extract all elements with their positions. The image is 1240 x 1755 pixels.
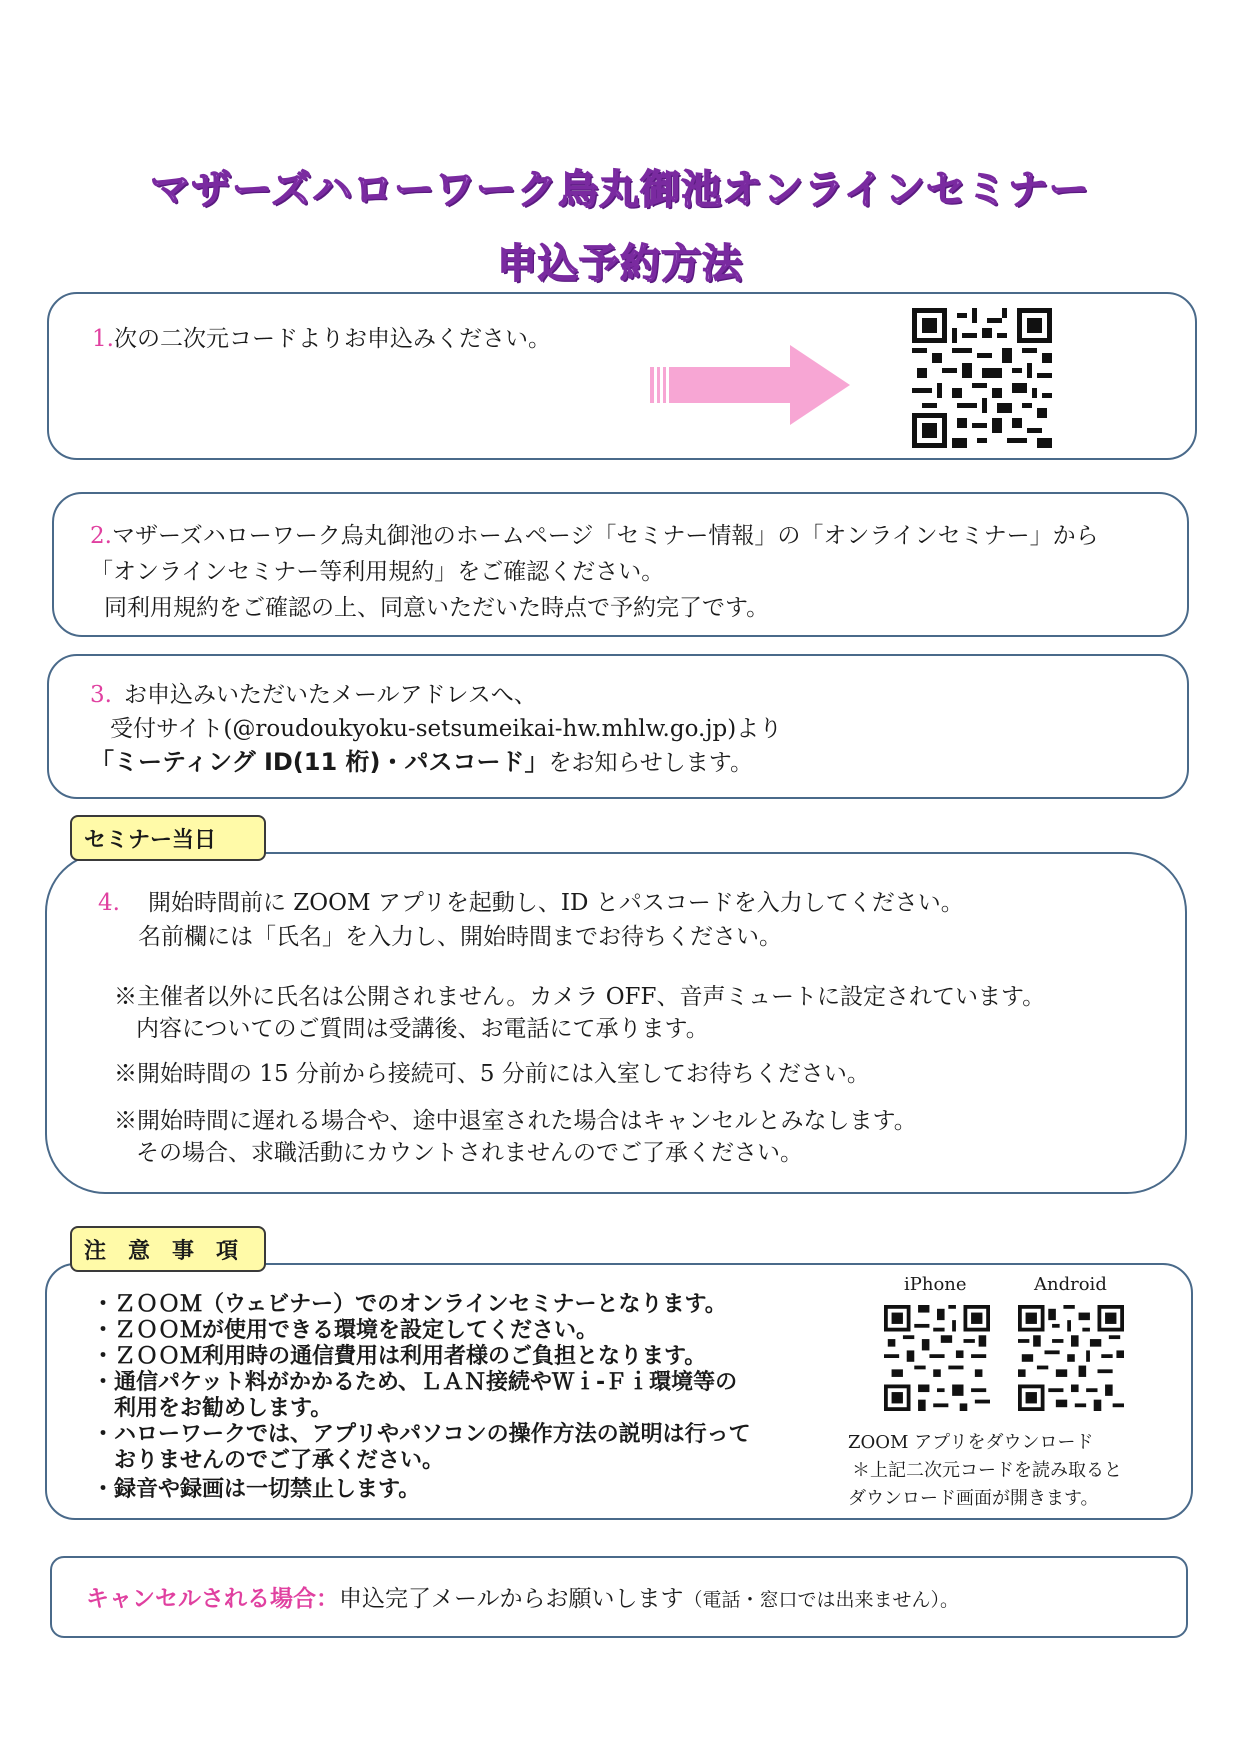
- step3-line1: 3. お申込みいただいたメールアドレスへ、: [90, 682, 537, 708]
- note-item-2: ・ＺＯＯＭが使用できる環境を設定してください。: [92, 1318, 599, 1343]
- qr-code-android[interactable]: [1018, 1305, 1124, 1411]
- note-item-1: ・ＺＯＯＭ（ウェビナー）でのオンラインセミナーとなります。: [92, 1292, 727, 1317]
- notes-tag: 注 意 事 項: [70, 1226, 266, 1272]
- zoom-download-line2: ＊上記二次元コードを読み取ると: [852, 1460, 1122, 1481]
- note-item-4: ・通信パケット料がかかるため、ＬＡＮ接続やＷｉ-Ｆｉ環境等の: [92, 1370, 738, 1395]
- step4-number: 4.: [98, 890, 120, 916]
- note-item-5: 利用をお勧めします。: [92, 1396, 333, 1421]
- seminar-note3a: ※開始時間に遅れる場合や、途中退室された場合はキャンセルとみなします。: [114, 1108, 917, 1134]
- seminar-note1a: ※主催者以外に氏名は公開されません。カメラ OFF、音声ミュートに設定されています。: [114, 984, 1046, 1010]
- step2-number: 2.: [90, 523, 112, 549]
- step1-text: 1.次の二次元コードよりお申込みください。: [92, 326, 551, 352]
- zoom-download-line3: ダウンロード画面が開きます。: [848, 1488, 1099, 1509]
- step2-line3: 同利用規約をご確認の上、同意いただいた時点で予約完了です。: [104, 595, 770, 621]
- seminar-step4-line2: 名前欄には「氏名」を入力し、開始時間までお待ちください。: [138, 924, 782, 950]
- step1-number: 1.: [92, 326, 114, 352]
- seminar-note2: ※開始時間の 15 分前から接続可、5 分前には入室してお待ちください。: [114, 1061, 870, 1087]
- note-item-6: ・ハローワークでは、アプリやパソコンの操作方法の説明は行って: [92, 1422, 751, 1447]
- meeting-id-passcode: 「ミーティング ID(11 桁)・パスコード」: [90, 748, 549, 776]
- android-label: Android: [1034, 1274, 1107, 1295]
- zoom-download-line1: ZOOM アプリをダウンロード: [848, 1432, 1094, 1453]
- note-item-8: ・録音や録画は一切禁止します。: [92, 1477, 421, 1502]
- iphone-label: iPhone: [904, 1274, 967, 1295]
- seminar-day-tag: セミナー当日: [70, 815, 266, 861]
- qr-code-iphone[interactable]: [884, 1305, 990, 1411]
- step2-line2: 「オンラインセミナー等利用規約」をご確認ください。: [90, 559, 665, 585]
- step3-number: 3.: [90, 682, 112, 708]
- page-subtitle: 申込予約方法: [497, 241, 743, 287]
- note-item-3: ・ＺＯＯＭ利用時の通信費用は利用者様のご負担となります。: [92, 1344, 707, 1369]
- seminar-note1b: 内容についてのご質問は受講後、お電話にて承ります。: [136, 1016, 709, 1042]
- step2-line1: 2.マザーズハローワーク烏丸御池のホームページ「セミナー情報」の「オンラインセミナー」から: [90, 523, 1099, 549]
- cancel-label: キャンセルされる場合：: [86, 1586, 339, 1612]
- qr-code-application[interactable]: [912, 308, 1052, 448]
- arrow-right-icon: [650, 345, 850, 425]
- seminar-step4-line1: 4. 開始時間前に ZOOM アプリを起動し、ID とパスコードを入力してください。: [98, 890, 964, 916]
- cancel-text: キャンセルされる場合：申込完了メールからお願いします（電話・窓口では出来ません）。: [86, 1586, 960, 1612]
- step3-line2: 受付サイト(@roudoukyoku-setsumeikai-hw.mhlw.go.jp)より: [110, 716, 783, 742]
- seminar-note3b: その場合、求職活動にカウントされませんのでご了承ください。: [136, 1140, 803, 1166]
- page-title: マザーズハローワーク烏丸御池オンラインセミナー: [150, 167, 1090, 213]
- step3-line3: 「ミーティング ID(11 桁)・パスコード」をお知らせします。: [90, 748, 753, 776]
- note-item-7: おりませんのでご了承ください。: [92, 1448, 445, 1473]
